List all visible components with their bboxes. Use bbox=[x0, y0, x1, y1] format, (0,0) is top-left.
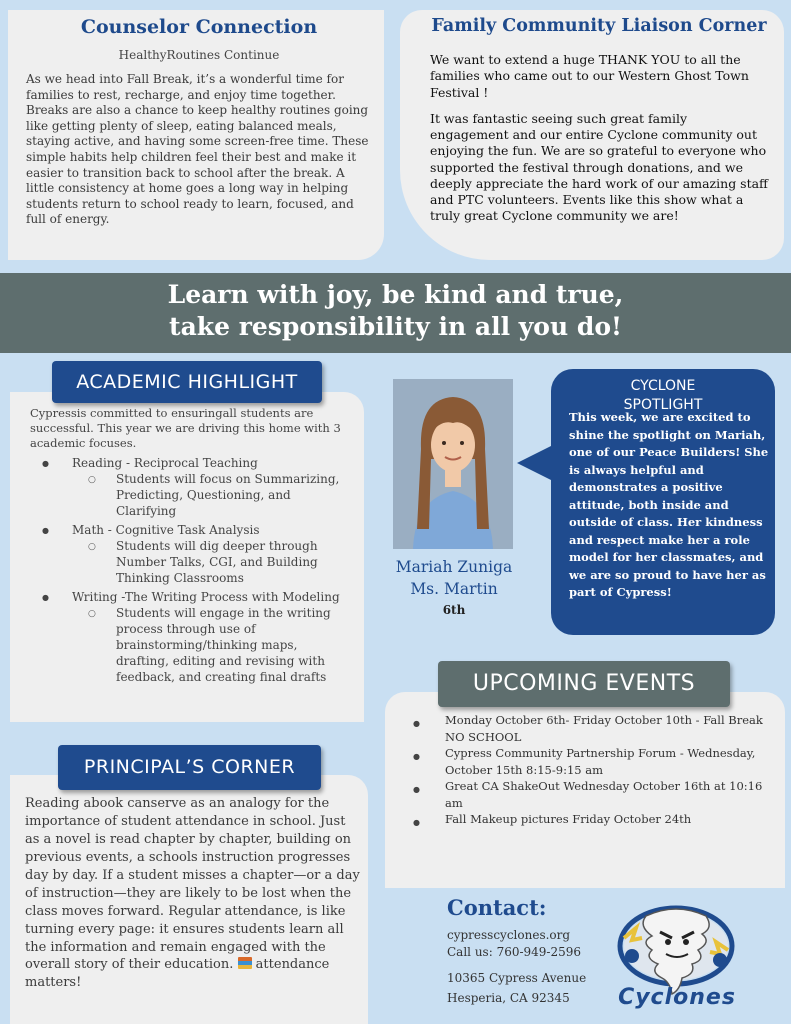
student-name: Mariah Zuniga bbox=[395, 558, 513, 576]
principal-body bbox=[25, 795, 360, 992]
motto-line-1: Learn with joy, be kind and true, bbox=[167, 280, 624, 309]
list-item: ● Math - Cognitive Task Analysis bbox=[30, 522, 354, 538]
spotlight-title-line-2: SPOTLIGHT bbox=[623, 397, 703, 413]
contact-street: 10365 Cypress Avenue bbox=[447, 971, 587, 985]
principal-body-text: Reading abook canserve as an analogy for the importance of student attendance in school. Just as a novel is read chapter by chapter, building on previous events, a schools instruction progresses day by day. If a student misses a chapter—or a day of instruction—they are likely to be lost when the class moves forward. Regular attendance, is like turning every page: it ensures students learn all the information and remain engaged with the overall story of their education. bbox=[25, 796, 360, 973]
liaison-body bbox=[430, 52, 768, 225]
contact-title: Contact: bbox=[447, 895, 547, 920]
spotlight-body: This week, we are excited to shine the spotlight on Mariah, one of our Peace Builders! She is always helpful and demonstrates a positive attitude, both inside and outside of class. Her kindness and respect make her a role model for her classmates, and we are so proud to have her as part of Cypress! bbox=[569, 410, 769, 599]
counselor-panel bbox=[8, 10, 384, 260]
student-photo bbox=[393, 379, 513, 549]
motto-line-2: take responsibility in all you do! bbox=[169, 312, 622, 341]
teacher-name: Ms. Martin bbox=[410, 580, 498, 598]
spotlight-title-line-1: CYCLONE bbox=[630, 378, 696, 394]
liaison-title: Family Community Liaison Corner bbox=[431, 16, 767, 36]
list-item: ○ Students will engage in the writing process through use of brainstorming/thinking maps, drafting, editing and revising with feedback, and creating final drafts bbox=[30, 606, 354, 686]
speech-pointer bbox=[517, 445, 553, 481]
contact-website[interactable]: cypresscyclones.org bbox=[447, 928, 571, 942]
liaison-paragraph: It was fantastic seeing such great family engagement and our entire Cyclone community out enjoying the fun. We are so grateful to everyone who supported the festival through donations, and we deeply appreciate the hard work of our amazing staff and PTC volunteers. Events like this show what a truly great Cyclone community we are! bbox=[430, 110, 768, 224]
list-item: ○ Students will focus on Summarizing, Predicting, Questioning, and Clarifying bbox=[30, 472, 354, 520]
books-icon bbox=[238, 957, 252, 969]
student-grade: 6th bbox=[442, 603, 466, 617]
list-item: ● Great CA ShakeOut Wednesday October 16th at 10:16 am bbox=[409, 778, 775, 811]
contact-city: Hesperia, CA 92345 bbox=[447, 991, 570, 1005]
liaison-paragraph: We want to extend a huge THANK YOU to all the families who came out to our Western Ghost Town Festival ! bbox=[430, 52, 749, 100]
principal-body-end: attendance matters! bbox=[25, 957, 330, 991]
motto-banner bbox=[0, 273, 791, 353]
list-item: ● Cypress Community Partnership Forum - Wednesday, October 15th 8:15-9:15 am bbox=[409, 745, 775, 778]
list-item: ● Reading - Reciprocal Teaching bbox=[30, 455, 354, 471]
principals-corner-heading: PRINCIPAL’S CORNER bbox=[58, 745, 321, 790]
list-item: ● Writing -The Writing Process with Modeling bbox=[30, 589, 354, 605]
counselor-subtitle: HealthyRoutines Continue bbox=[118, 48, 280, 62]
events-panel bbox=[385, 692, 785, 888]
liaison-panel bbox=[400, 10, 784, 260]
list-item: ● Fall Makeup pictures Friday October 24th bbox=[409, 811, 775, 828]
contact-phone[interactable]: Call us: 760-949-2596 bbox=[447, 945, 582, 959]
academic-focus-list bbox=[30, 455, 354, 686]
cyclones-logo-text: Cyclones bbox=[618, 985, 736, 1010]
principal-panel bbox=[10, 775, 368, 1024]
counselor-title: Counselor Connection bbox=[80, 16, 318, 38]
spotlight-bubble bbox=[551, 369, 775, 635]
academic-highlight-heading: ACADEMIC HIGHLIGHT bbox=[52, 361, 322, 403]
upcoming-events-heading: UPCOMING EVENTS bbox=[438, 661, 730, 707]
student-portrait-icon bbox=[393, 379, 513, 549]
academic-panel bbox=[10, 392, 364, 722]
list-item: ○ Students will dig deeper through Number Talks, CGI, and Building Thinking Classrooms bbox=[30, 539, 354, 587]
academic-intro: Cypressis committed to ensuringall students are successful. This year we are driving this home with 3 academic focuses. bbox=[30, 406, 341, 450]
counselor-body: As we head into Fall Break, it’s a wonderful time for families to rest, recharge, and enjoy time together. Breaks are also a chance to keep healthy routines going like getting plenty of sleep, eating balanced meals, staying active, and having some screen-free time. These simple habits help children feel their best and make it easier to transition back to school after the break. A little consistency at home goes a long way in helping students return to school ready to learn, focused, and full of energy. bbox=[26, 72, 369, 227]
list-item: ● Monday October 6th- Friday October 10th - Fall Break NO SCHOOL bbox=[409, 712, 775, 745]
events-list bbox=[409, 712, 775, 828]
